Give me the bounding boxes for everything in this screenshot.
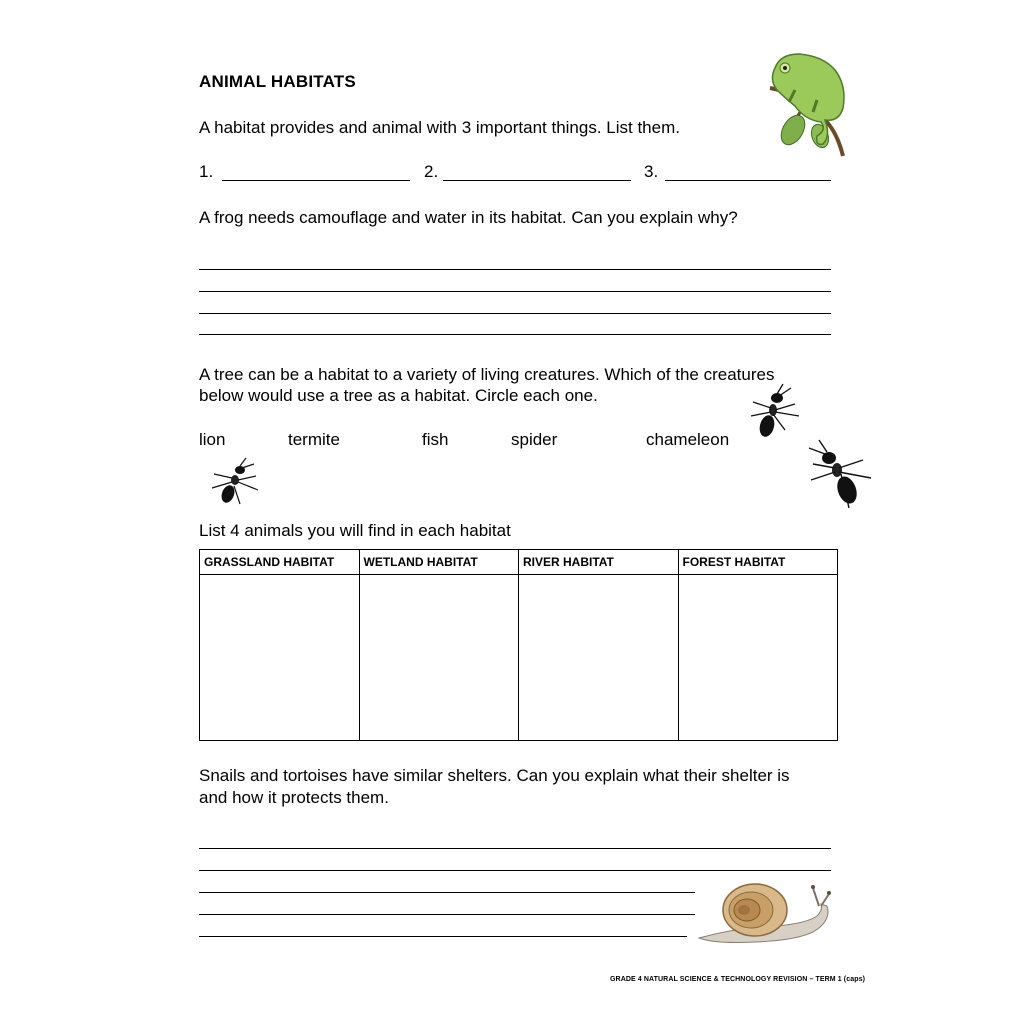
writing-line[interactable]	[199, 334, 831, 335]
answer-number-1: 1.	[199, 162, 214, 181]
writing-line[interactable]	[199, 269, 831, 270]
question-2: A frog needs camouflage and water in its habitat. Can you explain why?	[199, 208, 738, 227]
question-3-line-1: A tree can be a habitat to a variety of living creatures. Which of the creatures	[199, 365, 775, 384]
writing-line[interactable]	[199, 313, 831, 314]
table-cell-forest[interactable]	[678, 575, 838, 741]
ant-icon	[210, 458, 260, 508]
writing-line[interactable]	[199, 936, 687, 937]
question-3-line-2: below would use a tree as a habitat. Circle each one.	[199, 386, 598, 405]
option-lion[interactable]: lion	[199, 430, 226, 449]
table-cell-wetland[interactable]	[359, 575, 519, 741]
option-chameleon[interactable]: chameleon	[646, 430, 730, 449]
writing-line[interactable]	[199, 914, 695, 915]
answer-line-2[interactable]	[443, 180, 631, 181]
writing-line[interactable]	[199, 291, 831, 292]
question-4: List 4 animals you will find in each habitat	[199, 521, 511, 540]
question-1: A habitat provides and animal with 3 important things. List them.	[199, 118, 680, 137]
writing-line[interactable]	[199, 870, 831, 871]
column-header: WETLAND HABITAT	[359, 550, 519, 575]
answer-line-1[interactable]	[222, 180, 410, 181]
option-spider[interactable]: spider	[511, 430, 558, 449]
ant-icon	[745, 382, 805, 446]
table-row	[200, 575, 838, 741]
option-fish[interactable]: fish	[422, 430, 449, 449]
column-header: FOREST HABITAT	[678, 550, 838, 575]
question-5-line-2: and how it protects them.	[199, 788, 389, 807]
column-header: RIVER HABITAT	[519, 550, 679, 575]
ant-icon	[805, 438, 877, 510]
table-header-row	[200, 550, 838, 575]
question-5-line-1: Snails and tortoises have similar shelters. Can you explain what their shelter is	[199, 766, 790, 785]
writing-line[interactable]	[199, 892, 695, 893]
page-title: ANIMAL HABITATS	[199, 72, 356, 91]
writing-line[interactable]	[199, 848, 831, 849]
snail-icon	[695, 876, 840, 946]
option-termite[interactable]: termite	[288, 430, 340, 449]
habitat-table	[199, 549, 838, 741]
answer-number-2: 2.	[424, 162, 439, 181]
answer-line-3[interactable]	[665, 180, 831, 181]
answer-number-3: 3.	[644, 162, 659, 181]
table-cell-river[interactable]	[519, 575, 679, 741]
column-header: GRASSLAND HABITAT	[200, 550, 360, 575]
footer-text: GRADE 4 NATURAL SCIENCE & TECHNOLOGY REVISION – TERM 1 (caps)	[610, 976, 866, 983]
table-cell-grassland[interactable]	[200, 575, 360, 741]
chameleon-icon	[765, 50, 860, 160]
